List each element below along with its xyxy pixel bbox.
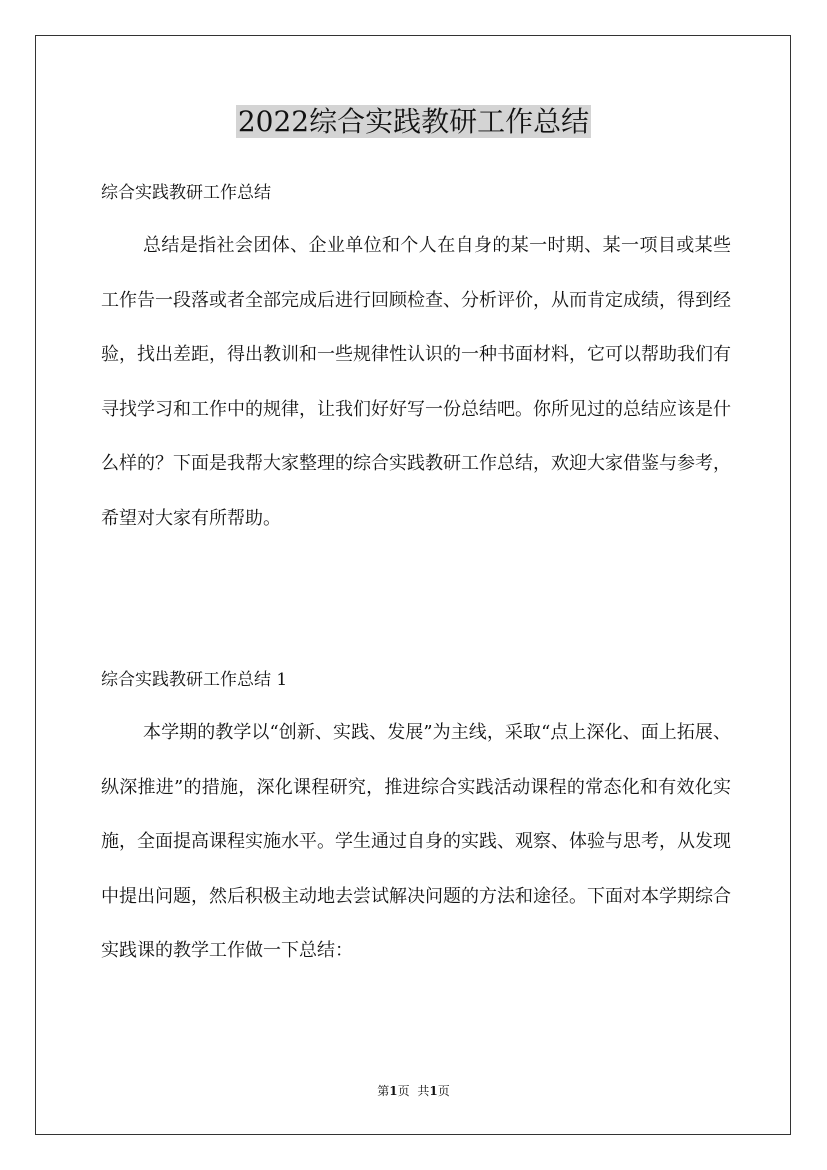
- section-1-paragraph: 本学期的教学以“创新、实践、发展”为主线，采取“点上深化、面上拓展、纵深推进”的措施，深化课程研究，推进综合实践活动课程的常态化和有效化实施，全面提高课程实施水平。学生通过自身的实践、观察、体验与思考，从发现中提出问题，然后积极主动地去尝试解决问题的方法和途径。下面对本学期综合实践课的教学工作做一下总结：: [101, 722, 731, 961]
- document-title-text: 2022综合实践教研工作总结: [237, 105, 590, 138]
- intro-paragraph: 总结是指社会团体、企业单位和个人在自身的某一时期、某一项目或某些工作告一段落或者全部完成后进行回顾检查、分析评价，从而肯定成绩，得到经验，找出差距，得出教训和一些规律性认识的一种书面材料，它可以帮助我们有寻找学习和工作中的规律，让我们好好写一份总结吧。你所见过的总结应该是什么样的？下面是我帮大家整理的综合实践教研工作总结，欢迎大家借鉴与参考，希望对大家有所帮助。: [101, 235, 731, 529]
- footer-total-pages: 1: [429, 1084, 438, 1098]
- footer-page-suffix: 页: [397, 1084, 410, 1098]
- document-title: [0, 100, 827, 144]
- page-footer: [0, 1082, 827, 1100]
- footer-page-prefix: 第: [377, 1084, 390, 1098]
- document-subtitle: 综合实践教研工作总结: [101, 183, 271, 203]
- footer-total-suffix: 页: [437, 1084, 450, 1098]
- footer-page-number: 1: [389, 1084, 398, 1098]
- footer-total-prefix: 共: [417, 1084, 430, 1098]
- section-1-heading: 综合实践教研工作总结 1: [101, 670, 288, 690]
